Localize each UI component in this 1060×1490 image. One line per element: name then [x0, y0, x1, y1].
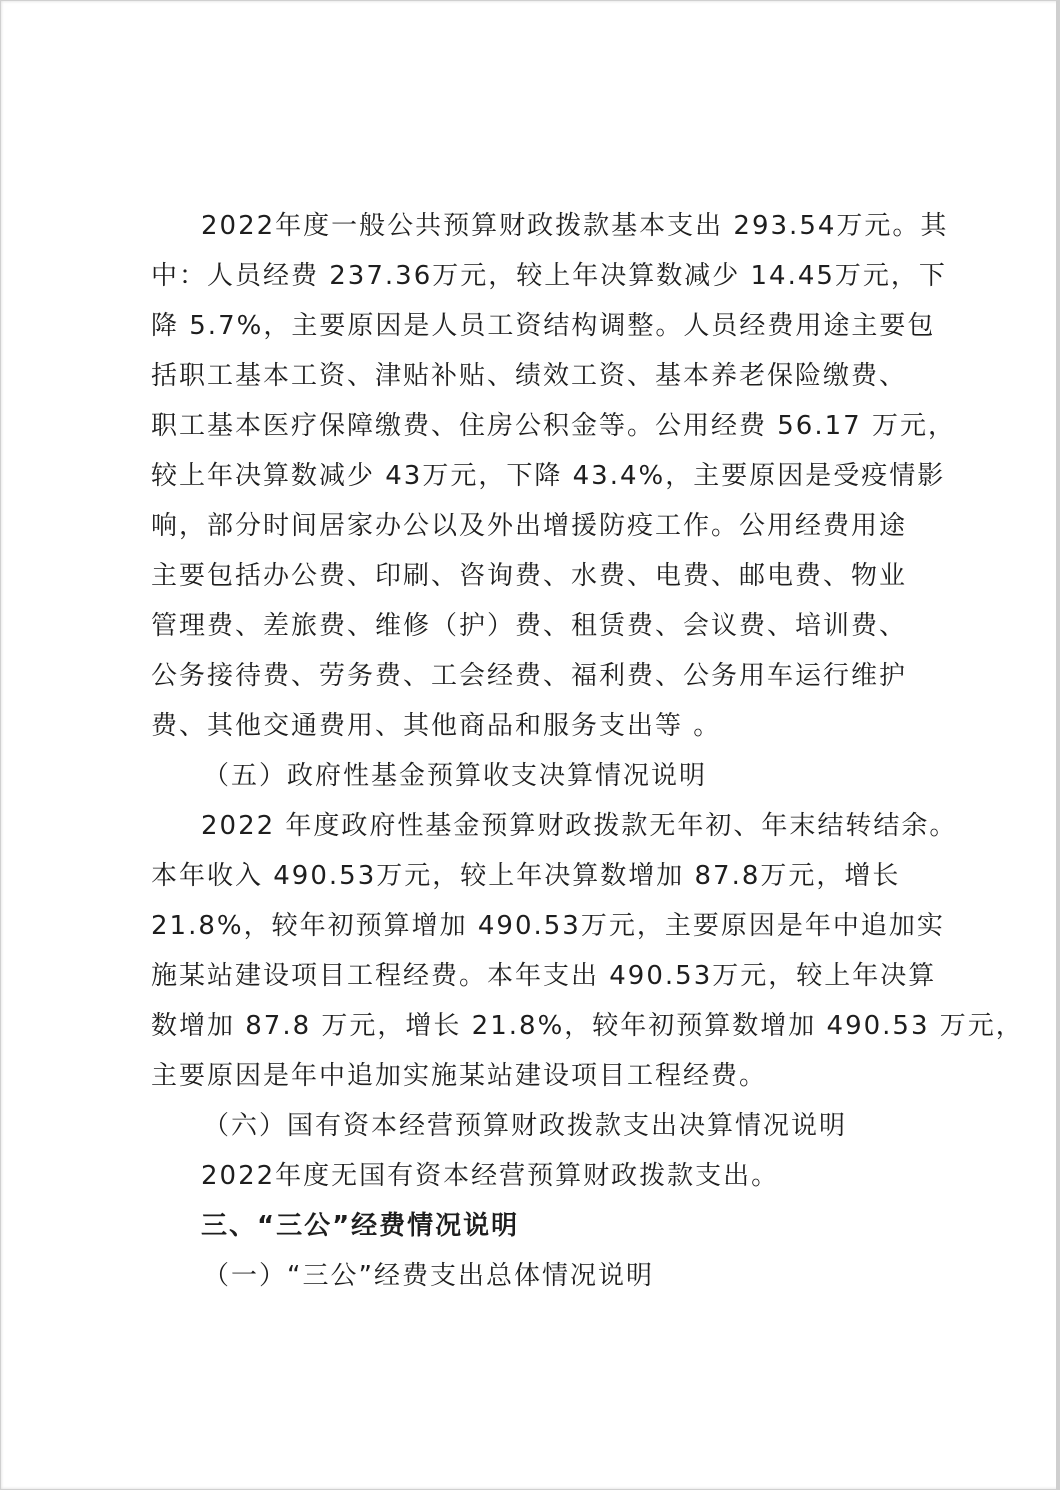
section-heading-three-public: 三、“三公”经费情况说明 — [201, 1211, 520, 1241]
paragraph-line: 括职工基本工资、津贴补贴、绩效工资、基本养老保险缴费、 — [151, 361, 908, 391]
paragraph-line: 主要原因是年中追加实施某站建设项目工程经费。 — [151, 1061, 768, 1091]
paragraph-line: 公务接待费、劳务费、工会经费、福利费、公务用车运行维护 — [151, 661, 908, 691]
section-heading-5: （五）政府性基金预算收支决算情况说明 — [203, 761, 708, 791]
section-heading-1: （一）“三公”经费支出总体情况说明 — [203, 1261, 654, 1291]
paragraph-line: 本年收入 490.53万元，较上年决算数增加 87.8万元，增长 — [151, 861, 901, 891]
paragraph-line: 较上年决算数减少 43万元，下降 43.4%，主要原因是受疫情影 — [151, 461, 946, 491]
document-body — [151, 201, 1024, 1301]
paragraph-line: 费、其他交通费用、其他商品和服务支出等 。 — [151, 711, 722, 741]
paragraph-line: 主要包括办公费、印刷、咨询费、水费、电费、邮电费、物业 — [151, 561, 908, 591]
paragraph-line: 中：人员经费 237.36万元，较上年决算数减少 14.45万元，下 — [151, 261, 947, 291]
paragraph-line: 施某站建设项目工程经费。本年支出 490.53万元，较上年决算 — [151, 961, 937, 991]
paragraph-line: 职工基本医疗保障缴费、住房公积金等。公用经费 56.17 万元， — [151, 411, 956, 441]
paragraph-line: 21.8%，较年初预算增加 490.53万元，主要原因是年中追加实 — [151, 911, 945, 941]
paragraph-line: 2022 年度政府性基金预算财政拨款无年初、年末结转结余。 — [201, 811, 958, 841]
paragraph-line: 2022年度一般公共预算财政拨款基本支出 293.54万元。其 — [201, 211, 949, 241]
paragraph-line: 数增加 87.8 万元，增长 21.8%，较年初预算数增加 490.53 万元， — [151, 1011, 1024, 1041]
paragraph-line: 2022年度无国有资本经营预算财政拨款支出。 — [201, 1161, 780, 1191]
paragraph-line: 管理费、差旅费、维修（护）费、租赁费、会议费、培训费、 — [151, 611, 908, 641]
paragraph-line: 响，部分时间居家办公以及外出增援防疫工作。公用经费用途 — [151, 511, 908, 541]
section-heading-6: （六）国有资本经营预算财政拨款支出决算情况说明 — [203, 1111, 848, 1141]
paragraph-line: 降 5.7%，主要原因是人员工资结构调整。人员经费用途主要包 — [151, 311, 936, 341]
